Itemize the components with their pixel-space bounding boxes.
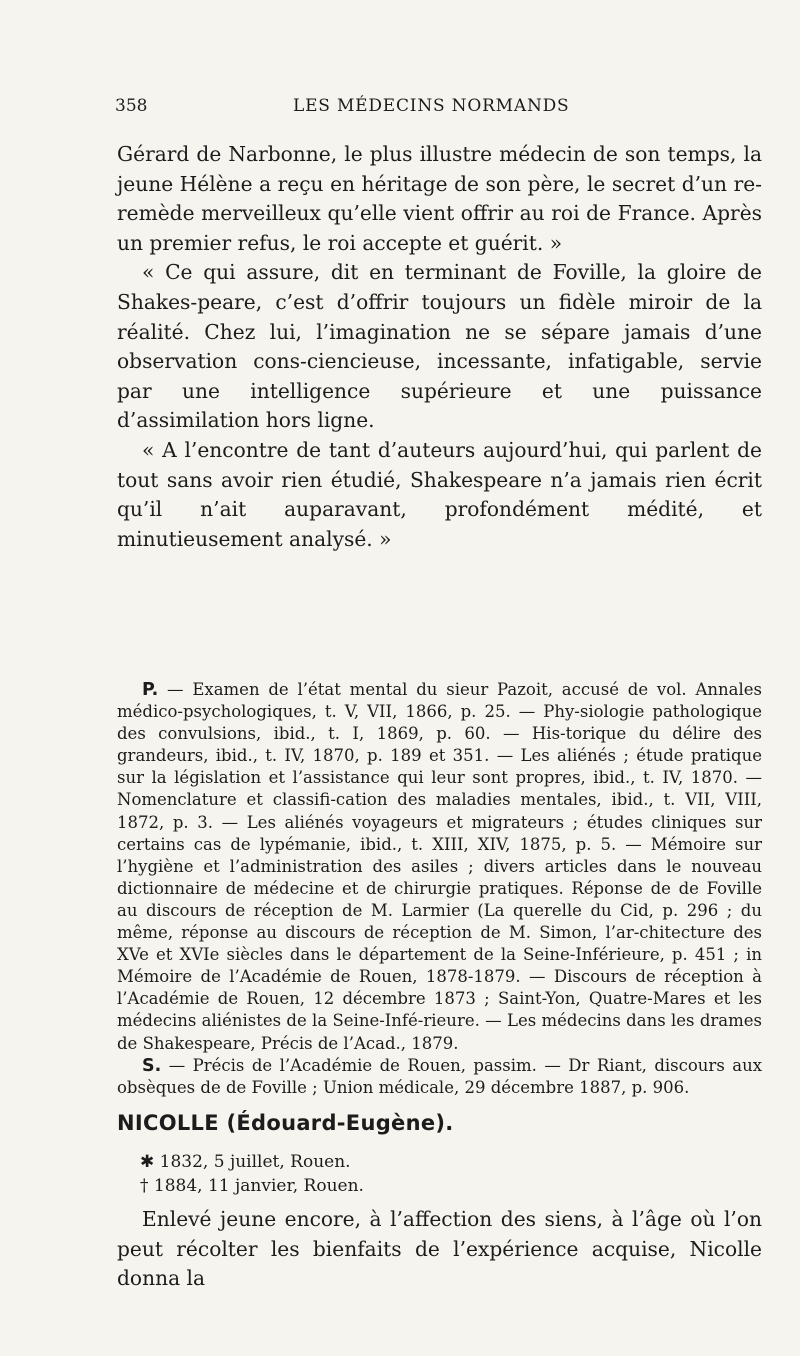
running-title: LES MÉDECINS NORMANDS [293, 96, 570, 116]
page-number: 358 [115, 96, 148, 116]
paragraph: « Ce qui assure, dit en terminant de Foville, la gloire de Shakes-peare, c’est d’offrir toujours un fidèle miroir de la réalité. Chez lui, l’imagination ne se sépare jamais d’une observation cons-ciencieuse, incessante, infatigable, servie par une intelligence supérieure et une puissance d’assimilation hors ligne. [117, 260, 762, 433]
page-header [115, 96, 755, 122]
sources-note [117, 1055, 762, 1099]
death-line: † 1884, 11 janvier, Rouen. [140, 1176, 364, 1196]
entry-text [117, 1205, 762, 1294]
entry-vitals [140, 1150, 364, 1198]
paragraph: Gérard de Narbonne, le plus illustre médecin de son temps, la jeune Hélène a reçu en héritage de son père, le secret d’un re-remède merveilleux qu’elle vient offrir au roi de France. Après un premier refus, le roi accepte et guérit. » [117, 142, 762, 255]
paragraph: Enlevé jeune encore, à l’affection des siens, à l’âge où l’on peut récolter les bienfaits de l’expérience acquise, Nicolle donna la [117, 1207, 762, 1291]
bibliography-notes [117, 679, 762, 1099]
sources-text: — Précis de l’Académie de Rouen, passim. — Dr Riant, discours aux obsèques de de Foville ; Union médicale, 29 décembre 1887, p. 906. [117, 1055, 762, 1097]
publications-note [117, 679, 762, 1055]
main-text [117, 140, 762, 554]
paragraph: « A l’encontre de tant d’auteurs aujourd’hui, qui parlent de tout sans avoir rien étudié, Shakespeare n’a jamais rien écrit qu’il n’ait auparavant, profondément médité, et minutieusement analysé. » [117, 437, 762, 551]
publications-label: P. [142, 680, 159, 700]
birth-line: ✱ 1832, 5 juillet, Rouen. [140, 1152, 351, 1172]
sources-label: S. [142, 1055, 162, 1076]
entry-heading: NICOLLE (Édouard-Eugène). [117, 1111, 454, 1135]
publications-text: — Examen de l’état mental du sieur Pazoit, accusé de vol. Annales médico-psychologiques, t. V, VII, 1866, p. 25. — Phy-siologie pathologique des convulsions, ibid., t. I, 1869, p. 60. — His-torique du délire des grandeurs, ibid., t. IV, 1870, p. 189 et 351. — Les aliénés ; étude pratique sur la législation et l’assistance qui leur sont propres, ibid., t. IV, 1870. — Nomenclature et classifi-cation des maladies mentales, ibid., t. VII, VIII, 1872, p. 3. — Les aliénés voyageurs et migrateurs ; études cliniques sur certains cas de lypémanie, ibid., t. XIII, XIV, 1875, p. 5. — Mémoire sur l’hygiène et l’administration des asiles ; divers articles dans le nouveau dictionnaire de médecine et de chirurgie pratiques. Réponse de de Foville au discours de réception de M. Larmier (La querelle du Cid, p. 296 ; du même, réponse au discours de réception de M. Simon, l’ar-chitecture des XVe et XVIe siècles dans le département de la Seine-Inférieure, p. 451 ; in Mémoire de l’Académie de Rouen, 1878-1879. — Discours de réception à l’Académie de Rouen, 12 décembre 1873 ; Saint-Yon, Quatre-Mares et les médecins aliénistes de la Seine-Infé-rieure. — Les médecins dans les drames de Shakespeare, Précis de l’Acad., 1879. [117, 680, 762, 1053]
